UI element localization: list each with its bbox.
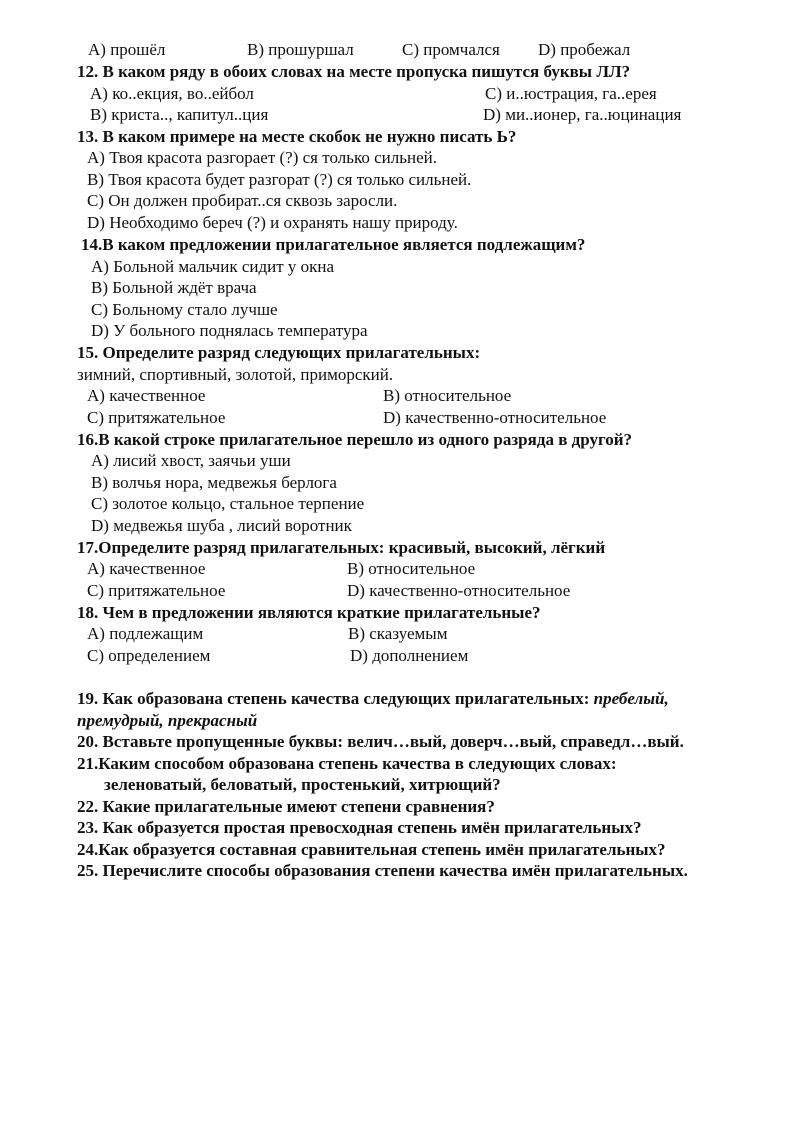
q18-option-d: D) дополнением	[350, 646, 469, 665]
q19-italic-words-2: премудрый, прекрасный	[77, 711, 258, 730]
q11-option-c: C) промчался	[402, 40, 500, 59]
q14-title: 14.В каком предложении прилагательное является подлежащим?	[81, 235, 586, 254]
q15-option-b: B) относительное	[383, 386, 512, 405]
q11-option-b: B) прошуршал	[247, 40, 354, 59]
q16-option-a: A) лисий хвост, заячьи уши	[91, 451, 291, 470]
q21-line2: зеленоватый, беловатый, простенький, хитрющий?	[104, 775, 501, 794]
q25-text: 25. Перечислите способы образования степени качества имён прилагательных.	[77, 861, 688, 880]
q13-option-d: D) Необходимо береч (?) и охранять нашу природу.	[87, 213, 458, 232]
q18-option-c: C) определением	[87, 646, 211, 665]
q19-line1	[77, 689, 669, 709]
q16-option-c: C) золотое кольцо, стальное терпение	[91, 494, 365, 513]
q13-title: 13. В каком примере на месте скобок не нужно писать Ь?	[77, 127, 517, 146]
q17-option-c: C) притяжательное	[87, 581, 226, 600]
q11-option-a: A) прошёл	[88, 40, 166, 59]
q17-title: 17.Определите разряд прилагательных: красивый, высокий, лёгкий	[77, 538, 606, 557]
q11-option-d: D) пробежал	[538, 40, 631, 59]
q16-option-b: B) волчья нора, медвежья берлога	[91, 473, 337, 492]
q19-italic-words-1: пребелый,	[593, 689, 669, 708]
q14-option-d: D) У больного поднялась температура	[91, 321, 368, 340]
q12-option-d: D) ми..ионер, га..юцинация	[483, 105, 682, 124]
q14-option-b: B) Больной ждёт врача	[91, 278, 257, 297]
q15-option-a: A) качественное	[87, 386, 206, 405]
q15-words: зимний, спортивный, золотой, приморский.	[77, 365, 394, 384]
q18-option-b: B) сказуемым	[348, 624, 448, 643]
q15-option-d: D) качественно-относительное	[383, 408, 607, 427]
q12-option-b: B) криста.., капитул..ция	[90, 105, 269, 124]
q12-title: 12. В каком ряду в обоих словах на месте пропуска пишутся буквы ЛЛ?	[77, 62, 631, 81]
q17-option-d: D) качественно-относительное	[347, 581, 571, 600]
q23-text: 23. Как образуется простая превосходная степень имён прилагательных?	[77, 818, 642, 837]
q15-title: 15. Определите разряд следующих прилагательных:	[77, 343, 481, 362]
q17-option-a: A) качественное	[87, 559, 206, 578]
q18-option-a: A) подлежащим	[87, 624, 204, 643]
q20-text: 20. Вставьте пропущенные буквы: велич…вый, доверч…вый, справедл…вый.	[77, 732, 684, 751]
q17-option-b: B) относительное	[347, 559, 476, 578]
q19-text: 19. Как образована степень качества следующих прилагательных:	[77, 689, 594, 708]
q22-text: 22. Какие прилагательные имеют степени сравнения?	[77, 797, 495, 816]
q16-title: 16.В какой строке прилагательное перешло из одного разряда в другой?	[77, 430, 633, 449]
q15-option-c: C) притяжательное	[87, 408, 226, 427]
q18-title: 18. Чем в предложении являются краткие прилагательные?	[77, 603, 541, 622]
q13-option-a: A) Твоя красота разгорает (?) ся только сильней.	[87, 148, 437, 167]
q13-option-c: C) Он должен пробират..ся сквозь заросли.	[87, 191, 398, 210]
q24-text: 24.Как образуется составная сравнительная степень имён прилагательных?	[77, 840, 666, 859]
q12-option-c: C) и..юстрация, га..ерея	[485, 84, 657, 103]
q14-option-a: A) Больной мальчик сидит у окна	[91, 257, 335, 276]
q13-option-b: B) Твоя красота будет разгорат (?) ся только сильней.	[87, 170, 472, 189]
q21-line1: 21.Каким способом образована степень качества в следующих словах:	[77, 754, 617, 773]
q14-option-c: C) Больному стало лучше	[91, 300, 278, 319]
q16-option-d: D) медвежья шуба , лисий воротник	[91, 516, 352, 535]
q12-option-a: A) ко..екция, во..ейбол	[90, 84, 254, 103]
